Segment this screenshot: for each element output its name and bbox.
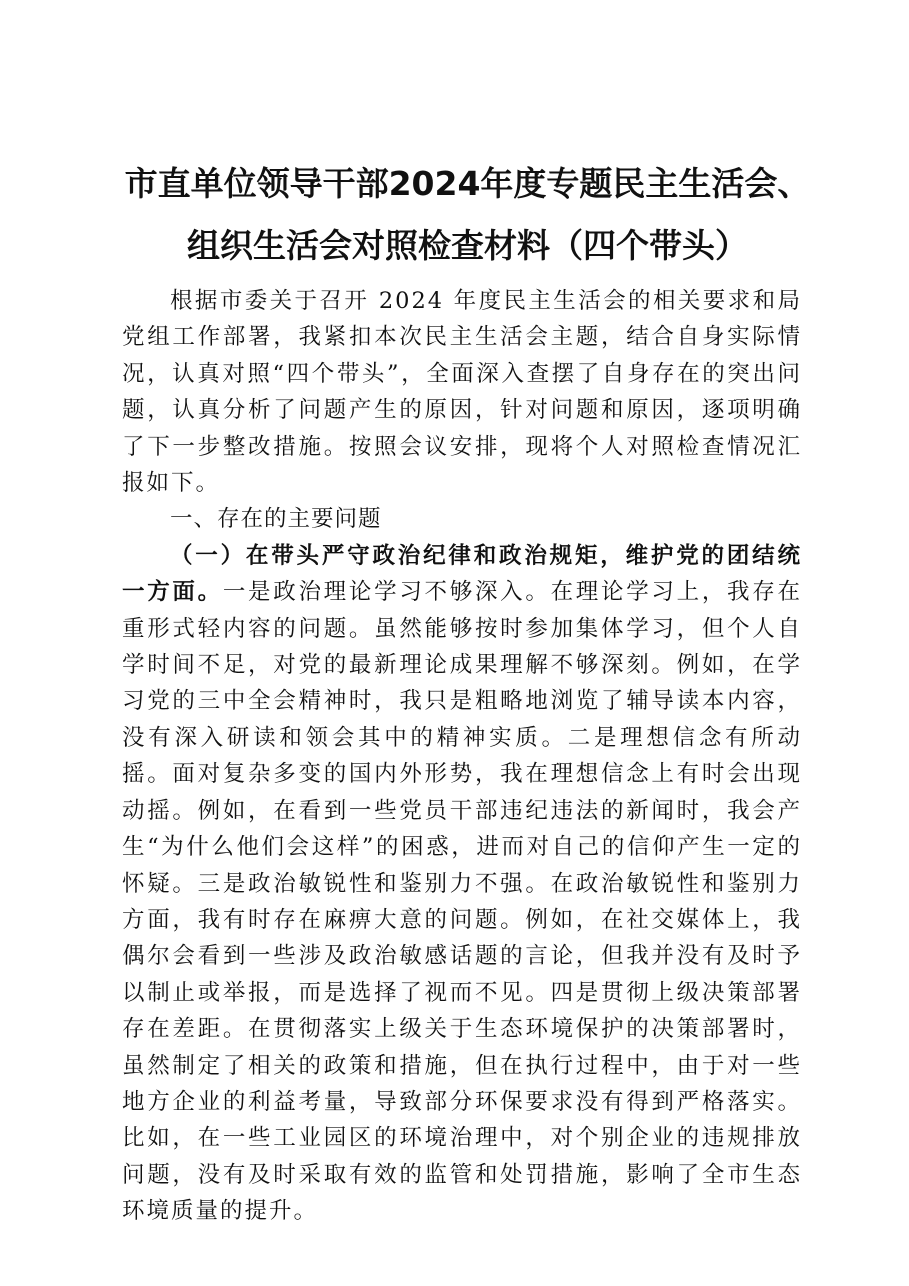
document-title-line1: 市直单位领导干部2024年度专题民主生活会、 [124,164,811,203]
document-body [122,283,802,1230]
document-title-line2: 组织生活会对照检查材料（四个带头） [187,226,748,265]
section-heading: 一、存在的主要问题 [170,506,382,533]
intro-paragraph: 根据市委关于召开 2024 年度民主生活会的相关要求和局党组工作部署，我紧扣本次民主生活会主题，结合自身实际情况，认真对照“四个带头”，全面深入查摆了自身存在的突出问题，认真分析了问题产生的原因，针对问题和原因，逐项明确了下一步整改措施。按照会议安排，现将个人对照检查情况汇报如下。 [122,288,802,497]
subsection-text: 一是政治理论学习不够深入。在理论学习上，我存在重形式轻内容的问题。虽然能够按时参加集体学习，但个人自学时间不足，对党的最新理论成果理解不够深刻。例如，在学习党的三中全会精神时，我只是粗略地浏览了辅导读本内容，没有深入研读和领会其中的精神实质。二是理想信念有所动摇。面对复杂多变的国内外形势，我在理想信念上有时会出现动摇。例如，在看到一些党员干部违纪违法的新闻时，我会产生“为什么他们会这样”的困惑，进而对自己的信仰产生一定的怀疑。三是政治敏锐性和鉴别力不强。在政治敏锐性和鉴别力方面，我有时存在麻痹大意的问题。例如，在社交媒体上，我偶尔会看到一些涉及政治敏感话题的言论，但我并没有及时予以制止或举报，而是选择了视而不见。四是贯彻上级决策部署存在差距。在贯彻落实上级关于生态环境保护的决策部署时，虽然制定了相关的政策和措施，但在执行过程中，由于对一些地方企业的利益考量，导致部分环保要求没有得到严格落实。比如，在一些工业园区的环境治理中，对个别企业的违规排放问题，没有及时采取有效的监管和处罚措施，影响了全市生态环境质量的提升。 [122,579,802,1225]
subsection-paragraph [122,538,802,1230]
subsection-lead: （一）在带头严守政治纪律和政治规矩，维护党的团结统一方面。 [122,542,802,606]
